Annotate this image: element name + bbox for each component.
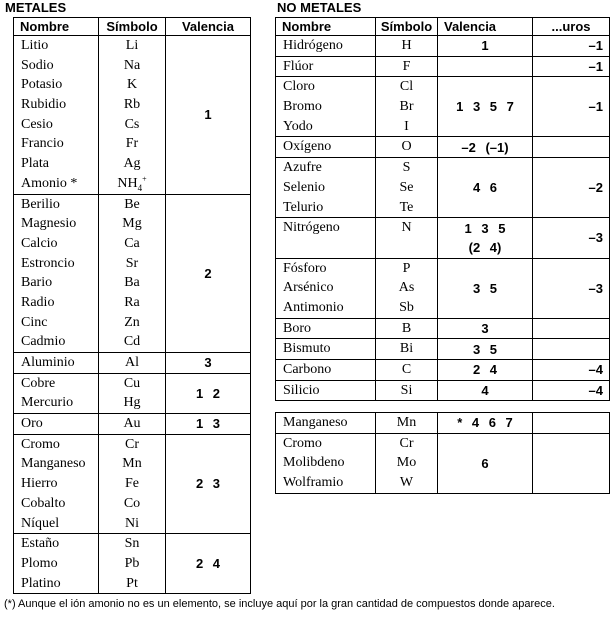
element-symbols-line: $NH_4^+$ [117,174,147,193]
empty-cell [533,413,610,434]
element-symbols-line: F [402,58,411,74]
table-row [14,534,251,594]
negative-valence-cell: –3 [533,258,610,318]
element-symbols-cell [376,360,438,381]
negative-valence-cell: –4 [533,360,610,381]
element-symbols-line: Cs [124,116,140,132]
element-names-line: Bromo [283,99,322,115]
element-symbols-line: C [401,362,412,377]
table-row [276,433,610,493]
element-symbols-line: Ra [124,294,140,310]
negative-valence-cell: –1 [533,77,610,137]
element-symbols-line: K [126,77,138,93]
element-names-line: Estroncio [21,255,75,271]
element-names-line: Amonio * [21,175,78,191]
element-symbols-line: Se [399,179,414,195]
table-row [276,56,610,77]
element-names-line: Sodio [21,57,54,73]
element-names-cell [276,380,376,401]
table-row [14,434,251,533]
valence-line: 2 4 [472,362,498,378]
nonmetals-table [275,17,610,401]
table-row [276,258,610,318]
element-names-line: Bismuto [283,341,331,357]
element-symbols-line: Mg [122,216,142,232]
element-names-cell [14,434,99,533]
element-names-cell [276,158,376,218]
element-symbols-line: Ni [125,515,139,531]
element-symbols-line: S [402,160,411,176]
element-symbols-cell [376,433,438,493]
element-names-line: Radio [21,294,55,310]
element-symbols-cell [99,36,166,195]
metals-table [13,17,251,594]
element-symbols-line: Sn [124,536,140,552]
element-symbols-line: Zn [124,314,140,330]
header-valence: Valencia [166,18,251,36]
negative-valence-cell: –1 [533,36,610,57]
table-row [14,373,251,413]
element-symbols-cell [99,414,166,435]
element-names-line: Plata [21,156,49,172]
element-symbols-cell [376,77,438,137]
table-row [276,360,610,381]
valence-line: 3 5 [472,280,498,296]
valence-cell [438,258,533,318]
valence-cell: 1 2 [166,373,251,413]
element-names-line: Yodo [283,118,313,134]
element-names-line: Cobalto [21,495,66,511]
valence-line: –2 (–1) [461,139,509,155]
element-names-line: Arsénico [283,280,334,296]
valence-cell: 3 [166,353,251,374]
header-symbol: Símbolo [376,18,438,36]
element-symbols-cell [99,373,166,413]
valence-cell [438,360,533,381]
element-names-line: Cloro [283,79,315,95]
element-names-line: Rubidio [21,97,67,113]
element-names-cell [276,360,376,381]
element-names-line: Selenio [283,179,325,195]
header-last: ...uros [533,18,610,36]
element-names-cell [276,258,376,318]
valence-line: 3 5 [472,341,498,357]
valence-cell [438,380,533,401]
element-names-line [283,238,375,258]
element-names-line: Magnesio [21,216,77,232]
element-symbols-line: N [401,220,412,236]
valence-line: 4 6 [472,180,498,196]
element-names-cell [276,433,376,493]
element-names-line: Fósforo [283,260,327,276]
negative-valence-cell: –1 [533,56,610,77]
element-names-line: Carbono [283,362,332,377]
element-symbols-line: Bi [399,341,414,357]
element-names-line: Cadmio [21,334,66,350]
element-names-cell [276,56,376,77]
valence-cell: * 4 6 7 [438,413,533,434]
negative-valence-cell: –2 [533,158,610,218]
element-names-cell [14,36,99,195]
footnote: (*) Aunque el ión amonio no es un elemento, se incluye aquí por la gran cantidad de compuestos donde aparece. [4,598,555,610]
table-row [276,339,610,360]
element-symbols-line: Cl [399,79,414,95]
nonmetals-title: NO METALES [277,0,362,15]
element-names-cell [276,218,376,258]
header-name: Nombre [276,18,376,36]
valence-cell: 1 3 [166,414,251,435]
table-row [276,158,610,218]
valence-cell: 1 [166,36,251,195]
element-symbols-line: As [398,280,415,296]
element-symbols-cell [376,56,438,77]
element-names-line: Nitrógeno [283,220,340,236]
valence-cell [438,137,533,158]
table-row [276,36,610,57]
element-names-cell [276,77,376,137]
element-names-line: Boro [283,320,311,336]
element-symbols-cell [99,353,166,374]
element-symbols-line: Cr [125,436,139,452]
element-names-line: Cesio [21,116,53,132]
element-names-line: Hidrógeno [283,38,343,53]
element-names-line: Bario [21,275,53,291]
element-symbols-line: Te [399,199,414,215]
valence-line: 1 [481,38,489,54]
valence-line-secondary: (2 4) [468,239,502,255]
element-symbols-line: Rb [123,97,141,113]
element-symbols-line: B [401,320,412,336]
element-symbols-cell [376,318,438,339]
valence-cell [438,158,533,218]
element-symbols-line: Br [399,99,414,115]
valence-line: 3 [481,320,489,336]
element-symbols-line: Na [123,57,141,73]
table-row [276,380,610,401]
element-symbols-cell [99,534,166,594]
negative-valence-cell [533,318,610,339]
element-names-line: Molibdeno [283,455,345,471]
element-names-cell [276,339,376,360]
element-symbols-cell [376,380,438,401]
element-symbols-cell [99,194,166,353]
element-names-line: Aluminio [21,355,75,370]
element-symbols-line: Pb [124,555,140,571]
element-names-line: Plomo [21,555,58,571]
element-symbols-cell [376,258,438,318]
element-names-line: Platino [21,575,61,591]
valence-cell [438,77,533,137]
header-name: Nombre [14,18,99,36]
element-names-line: Antimonio [283,299,344,315]
element-names-line: Estaño [21,536,60,552]
element-names-line: Manganeso [283,415,348,430]
element-symbols-line: Pt [126,575,138,591]
valence-line: 4 [481,383,489,399]
element-symbols-cell [376,137,438,158]
negative-valence-cell: –4 [533,380,610,401]
element-names-line: Potasio [21,77,63,93]
element-names-cell [276,137,376,158]
element-symbols-line [376,238,437,258]
element-symbols-line: Ca [124,235,140,251]
table-row [276,77,610,137]
element-names-line: Hierro [21,476,58,492]
element-symbols-cell [376,218,438,258]
element-symbols-line: Mn [396,415,417,430]
element-names-line: Azufre [283,160,322,176]
valence-cell: 2 4 [166,534,251,594]
element-symbols-line: Cr [399,435,414,451]
negative-valence-cell: –3 [533,218,610,258]
element-names-line: Flúor [283,58,314,74]
valence-cell [438,339,533,360]
element-names-cell [14,194,99,353]
valence-cell: 2 3 [166,434,251,533]
element-symbols-line: Cu [123,375,141,391]
element-symbols-cell [99,434,166,533]
table-row [14,353,251,374]
element-names-line: Níquel [21,515,60,531]
element-names-line: Litio [21,38,49,53]
element-symbols-line: Al [125,355,139,370]
element-symbols-line: Fe [125,476,139,492]
transition-nonmetals-table [275,412,610,494]
element-symbols-line: Li [125,38,139,53]
element-names-line: Wolframio [283,475,344,491]
header-valence: Valencia [438,18,533,36]
negative-valence-cell [533,137,610,158]
element-names-cell [14,373,99,413]
valence-cell [438,318,533,339]
valence-line: 1 3 5 7 [456,99,514,115]
element-names-line: Berilio [21,196,60,212]
element-names-cell [14,534,99,594]
valence-cell [438,56,533,77]
element-symbols-cell [376,158,438,218]
element-names-cell [14,414,99,435]
element-symbols-cell [376,339,438,360]
valence-cell: 2 [166,194,251,353]
negative-valence-cell [533,339,610,360]
element-symbols-line: Co [123,495,141,511]
element-symbols-line: Ba [124,275,140,291]
element-symbols-line: Sr [125,255,139,271]
element-names-line: Oxígeno [283,139,332,155]
element-names-line: Cromo [21,436,60,452]
valence-line: 1 3 5 [464,220,506,236]
element-names-line: Manganeso [21,456,86,472]
element-symbols-line: Sb [399,299,414,315]
table-row [276,318,610,339]
element-symbols-line: H [401,38,412,53]
element-symbols-line: Be [124,196,140,212]
valence-cell [438,36,533,57]
empty-cell [533,433,610,493]
element-names-line: Calcio [21,235,58,251]
element-symbols-line: I [404,118,409,134]
element-names-line: Francio [21,136,64,152]
valence-cell [438,218,533,258]
element-symbols-line: Fr [125,136,139,152]
element-names-line: Mercurio [21,395,74,411]
table-row [14,36,251,195]
element-symbols-line: Mn [122,456,142,472]
table-row [276,137,610,158]
element-names-cell [276,36,376,57]
element-names-line: Silicio [283,382,320,398]
element-names-line: Cobre [21,375,56,391]
table-row [276,218,610,258]
element-symbols-line: Si [400,382,413,398]
valence-cell: 6 [438,433,533,493]
table-row [276,413,610,434]
element-symbols-line: Cd [123,334,141,350]
element-symbols-line: Mo [396,455,417,471]
element-symbols-line: Au [123,416,141,432]
header-symbol: Símbolo [99,18,166,36]
element-names-cell [276,318,376,339]
element-symbols-line: Hg [123,395,141,411]
element-symbols-cell [376,413,438,434]
element-symbols-line: P [402,260,411,276]
element-symbols-cell [376,36,438,57]
element-names-cell [14,353,99,374]
table-row [14,194,251,353]
metals-title: METALES [5,0,67,15]
element-names-line: Cromo [283,435,322,451]
element-names-cell [276,413,376,434]
element-names-line: Cinc [21,314,48,330]
element-symbols-line: Ag [123,156,141,172]
element-symbols-line: O [401,139,412,155]
element-symbols-line: W [399,475,414,491]
table-row [14,414,251,435]
element-names-line: Telurio [283,199,324,215]
element-names-line: Oro [21,416,43,432]
